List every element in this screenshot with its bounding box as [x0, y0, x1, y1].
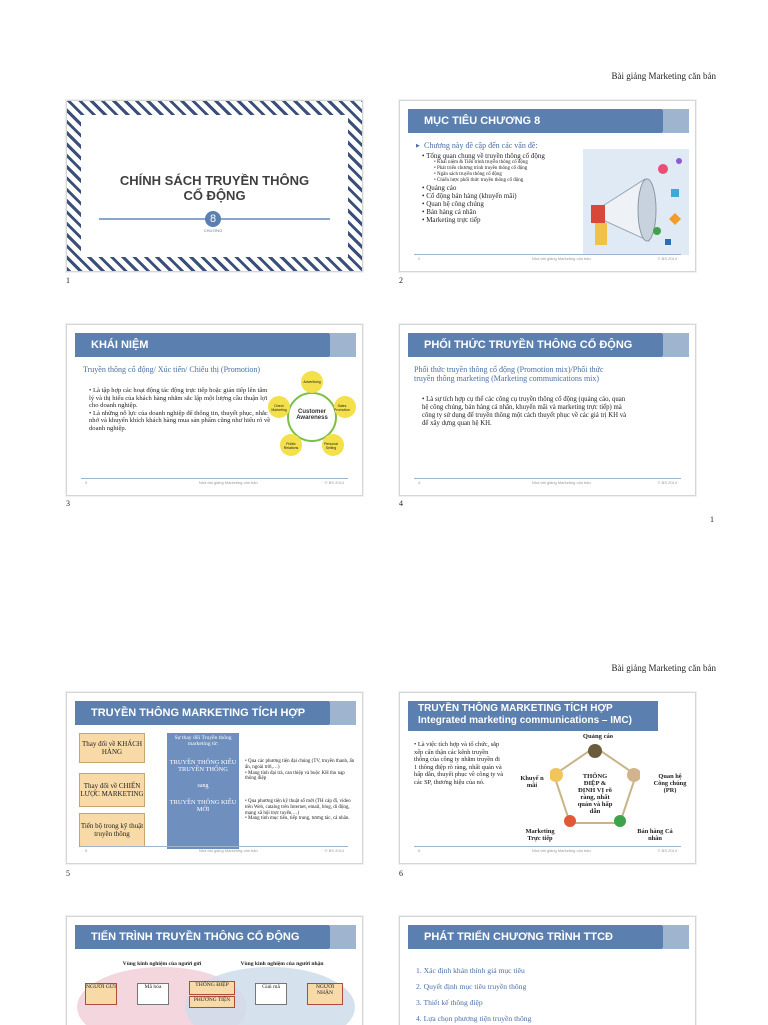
- slide-5: [66, 692, 363, 864]
- receiver-zone-label: Vùng kinh nghiệm của người nhận: [240, 961, 324, 967]
- imc-node: Bán hàng Cá nhân: [637, 828, 673, 842]
- encode-box: Mã hóa: [137, 983, 169, 1005]
- slide-3-title: KHÁI NIỆM: [75, 333, 329, 357]
- paragraph: • Là những nỗ lực của doanh nghiệp để thông tin, thuyết phục, nhắc nhở và khuyến khích khách hàng mua sản phẩm cũng như hiểu rõ về doanh nghiệp.: [89, 409, 271, 432]
- slide-8: [399, 916, 696, 1025]
- list-item: • Mang tính đại trà, can thiệp và buộc KH thu nạp thông điệp: [245, 770, 345, 782]
- slide-5-title: TRUYỀN THÔNG MARKETING TÍCH HỢP: [75, 701, 329, 725]
- title-accent: [663, 333, 689, 357]
- steps-list: [416, 963, 676, 1025]
- diagram-node: Personal Selling: [324, 442, 338, 450]
- message-box: THÔNG ĐIỆP: [189, 981, 235, 995]
- imc-node: Khuyế n mãi: [520, 775, 544, 789]
- slide-4-title: PHỐI THỨC TRUYỀN THÔNG CỔ ĐỘNG: [408, 333, 662, 357]
- imc-center: THÔNG ĐIỆP & ĐỊNH VỊ rõ ràng, nhất quán và hấp dẫn: [577, 773, 613, 815]
- slide-6-body: • Là việc tích hợp và tổ chức, sắp xếp cẩn thận các kênh truyền thông của công ty nhằm truyền đi 1 thông điệp rõ ràng, nhất quán và hấp dẫn, thuyết phục về công ty và các SP, thương hiệu của nó.: [414, 741, 504, 786]
- list-item: • Cổ động bán hàng (khuyến mãi): [422, 192, 517, 200]
- page-header: Bài giảng Marketing căn bản: [611, 663, 716, 673]
- list-item: • Mang tính mục tiêu, tiếp trung, tương tác, cá nhân.: [245, 816, 350, 822]
- receiver-box: NGƯỜI NHẬN: [307, 983, 343, 1005]
- diagram-node: Public Relations: [283, 442, 299, 450]
- change-panel: Sự thay đổi Truyền thông marketing từ: TRUYỀN THÔNG KIỂU TRUYỀN THỐNG sang TRUYỀN THÔNG KIỂU MỚI: [167, 733, 239, 849]
- sender-zone-label: Vùng kinh nghiệm của người gửi: [122, 961, 202, 967]
- diagram-node: Direct Marketing: [271, 404, 287, 412]
- slide-4-body: • Là sự tích hợp cụ thể các công cụ truyền thông cổ động (quảng cáo, quan hệ công chúng, bán hàng cá nhân, khuyến mãi và marketing trực tiếp) mà công ty sử dụng để truyền thông một cách thuyết phục về các giá trị KH và để xây dựng quan hệ KH.: [422, 396, 627, 427]
- slide-1-title: CHÍNH SÁCH TRUYỀN THÔNG CỔ ĐỘNG: [119, 173, 310, 203]
- change-box: Tiến bộ trong kỹ thuật truyền thông: [79, 813, 145, 847]
- slide-6-title: TRUYỀN THÔNG MARKETING TÍCH HỢP Integrated marketing communications – IMC): [408, 701, 658, 731]
- new-media-list: [245, 799, 357, 822]
- list-item: • Khái niệm & Tiến trình truyền thông cổ động: [434, 160, 528, 165]
- list-item: • Phát triển chương trình truyền thông cổ động: [434, 166, 528, 171]
- traditional-list: [245, 759, 357, 782]
- title-accent: [330, 701, 356, 725]
- chapter-badge: 8: [205, 211, 221, 227]
- title-accent: [663, 109, 689, 133]
- chapter-label: CHƯƠNG: [203, 228, 223, 233]
- sender-box: NGƯỜI GỬI: [85, 983, 117, 1005]
- slide-4: [399, 324, 696, 496]
- slide-3: [66, 324, 363, 496]
- list-item: 4. Lựa chọn phương tiện truyền thông: [416, 1014, 532, 1023]
- slide-4-lead: Phối thức truyền thông cổ động (Promotion mix)/Phối thức truyền thông marketing (Marketing communications mix): [414, 365, 604, 383]
- list-item: • Marketing trực tiếp: [422, 216, 481, 224]
- slide-3-lead: Truyền thông cổ động/ Xúc tiến/ Chiêu thị (Promotion): [83, 365, 261, 374]
- slide-number-2: 2: [399, 276, 403, 285]
- diagram-center: Customer Awareness: [296, 409, 328, 421]
- slide-footer: 5 Nhà bài giảng Marketing căn bản © BS 2014: [81, 846, 348, 855]
- decode-box: Giải mã: [255, 983, 287, 1005]
- list-item: • Qua các phương tiện đại chúng (TV, truyền thanh, ấn ấn, ngoài trời,…): [245, 759, 355, 770]
- slide-3-body: [89, 387, 273, 433]
- slide-number-4: 4: [399, 499, 403, 508]
- page-number: 1: [710, 515, 714, 524]
- list-item: • Qua phương tiện kỹ thuật số mới (TH cáp đĩ, video trên Web, catalog trên Internet, email, blog, di động, mạng xã hội trực tuyến,…): [245, 799, 351, 816]
- change-box: Thay đổi về KHÁCH HÀNG: [79, 733, 145, 763]
- slide-7-title: TIẾN TRÌNH TRUYỀN THÔNG CỔ ĐỘNG: [75, 925, 329, 949]
- sub-list: [422, 160, 592, 184]
- title-accent: [330, 925, 356, 949]
- slide-1: [66, 100, 363, 272]
- slide-number-5: 5: [66, 869, 70, 878]
- slide-footer: 2 Nhà bài giảng Marketing căn bản © BS 2014: [414, 254, 681, 263]
- slide-2-list: [422, 152, 592, 224]
- change-box: Thay đổi về CHIẾN LƯỢC MARKETING: [79, 773, 145, 807]
- list-item: • Bán hàng cá nhân: [422, 208, 477, 216]
- title-accent: [330, 333, 356, 357]
- imc-node: Marketing Trực tiếp: [525, 828, 555, 842]
- title-accent: [663, 925, 689, 949]
- media-box: PHƯƠNG TIỆN: [189, 996, 235, 1008]
- slide-number-3: 3: [66, 499, 70, 508]
- slide-footer: 3 Nhà bài giảng Marketing căn bản © BS 2014: [81, 478, 348, 487]
- slide-number-6: 6: [399, 869, 403, 878]
- paragraph: • Là tập hợp các hoạt động tác động trực tiếp hoặc gián tiếp lên tâm lý và thị hiếu của khách hàng nhằm sắc lập một lượng cầu thuận lợi cho doanh nghiệp.: [89, 387, 268, 410]
- diagram-node: Sales Promotion: [334, 404, 350, 412]
- list-item: • Chiến lược phối thức truyền thông cổ động: [434, 178, 524, 183]
- list-item: 1. Xác định khán thính giả mục tiêu: [416, 966, 525, 975]
- slide-2-title: MỤC TIÊU CHƯƠNG 8: [408, 109, 662, 133]
- list-item: 2. Quyết định mục tiêu truyền thông: [416, 982, 527, 991]
- slide-2: [399, 100, 696, 272]
- slide-2-lead: Chương này đề cập đến các vấn đề:: [424, 141, 538, 150]
- list-item: • Quan hệ công chúng: [422, 200, 484, 208]
- megaphone-illustration: [583, 149, 689, 255]
- slide-6: [399, 692, 696, 864]
- diagram-node: Advertising: [303, 380, 321, 384]
- list-item: 3. Thiết kế thông điệp: [416, 998, 483, 1007]
- slide-footer: 6 Nhà bài giảng Marketing căn bản © BS 2014: [414, 846, 681, 855]
- list-item: • Quảng cáo: [422, 184, 457, 192]
- imc-node: Quan hệ Công chúng (PR): [653, 773, 687, 794]
- slide-footer: 4 Nhà bài giảng Marketing căn bản © BS 2014: [414, 478, 681, 487]
- slide-8-title: PHÁT TRIỂN CHƯƠNG TRÌNH TTCĐ: [408, 925, 662, 949]
- slide-1-inner: [81, 115, 348, 257]
- imc-node: Quảng cáo: [582, 733, 614, 740]
- slide-7: [66, 916, 363, 1025]
- list-item: • Ngân sách truyền thông cổ động: [434, 172, 502, 177]
- page-header: Bài giảng Marketing căn bản: [611, 71, 716, 81]
- list-item: • Tổng quan chung về truyền thông cổ động: [422, 152, 545, 160]
- slide-number-1: 1: [66, 276, 70, 285]
